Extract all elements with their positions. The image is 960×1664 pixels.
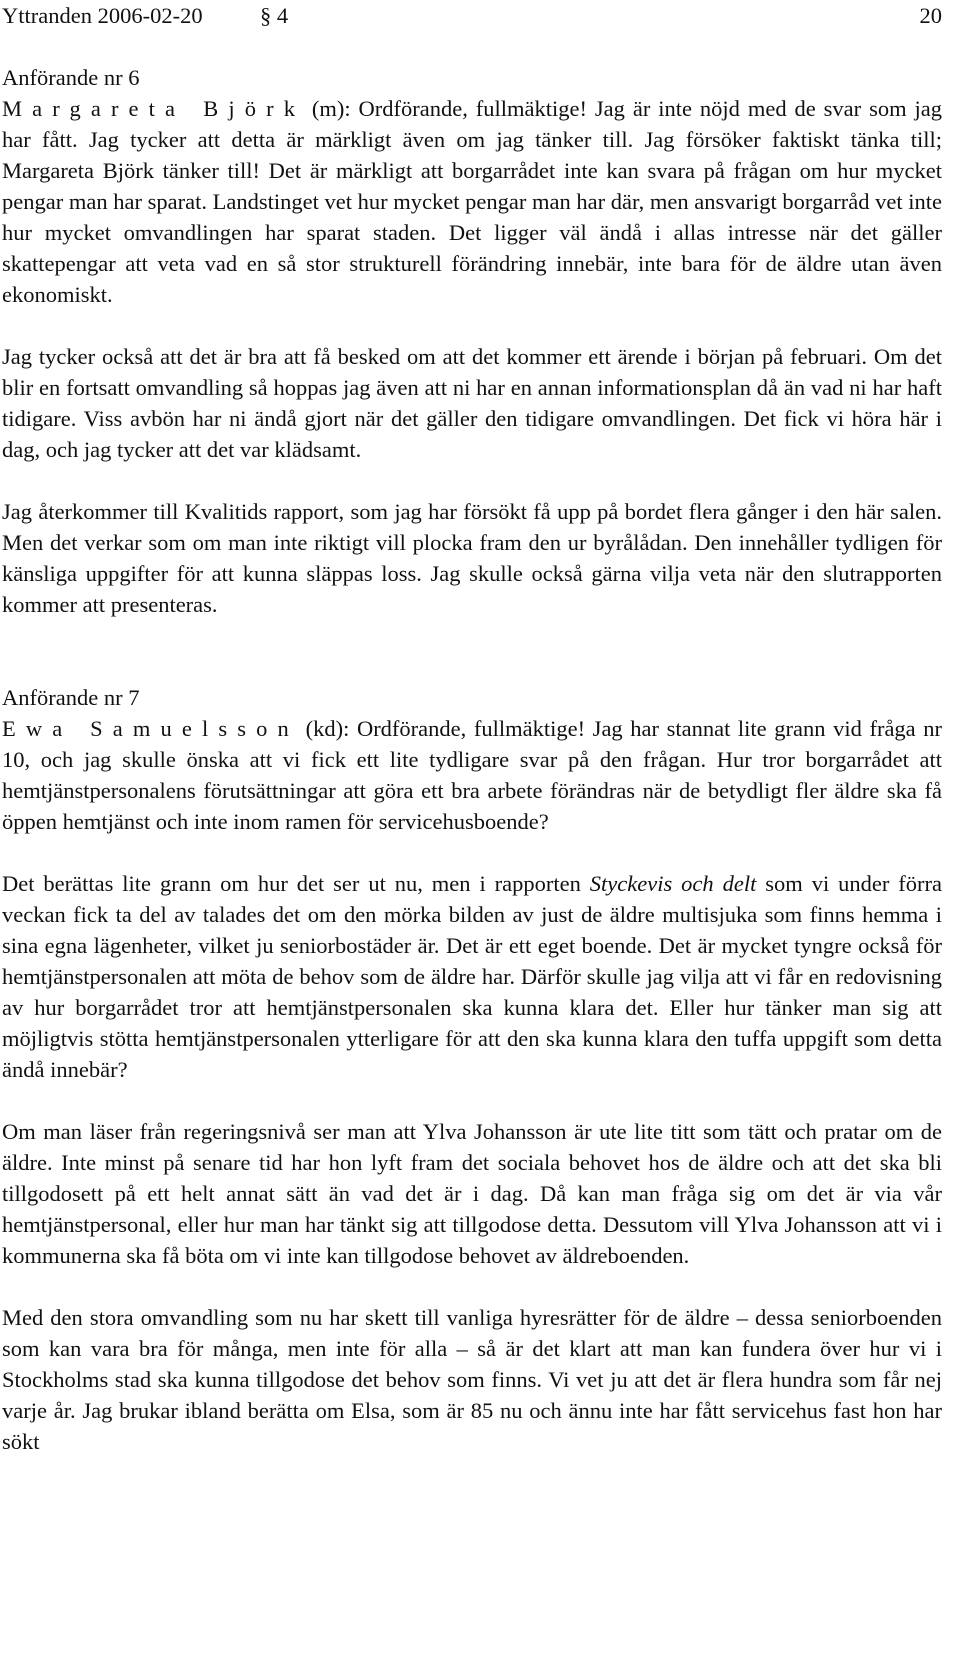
speech-text: som vi under förra veckan fick ta del av talades det om den mörka bilden av just de äldre multisjuka som finns hemma i sina egna lägenheter, vilket ju seniorbostäder är. Det är ett eget boende. Det är mycket tyngre också för hemtjänstpersonalen att möta de behov som de äldre har. Därför skulle jag vilja att vi får en redovisning av hur borgarrådet tror att hemtjänstpersonalen ska kunna klara det. Eller hur tänker man sig att möjligtvis stötta hemtjänstpersonalen ytterligare för att den ska kunna klara den tuffa uppgift som detta ändå innebär? bbox=[2, 871, 942, 1082]
document-body bbox=[2, 62, 942, 1488]
speech-text: Ordförande, fullmäktige! Jag är inte nöjd med de svar som jag har fått. Jag tycker att detta är märkligt även om jag tänker till. Jag försöker faktiskt tänka till; Margareta Björk tänker till! Det är märkligt att borgarrådet inte kan svara på frågan om hur mycket pengar man har sparat. Landstinget vet hur mycket pengar man har där, men ansvarigt borgarråd vet inte hur mycket omvandlingen har sparat staden. Det ligger väl ändå i allas intresse när det gäller skattepengar att veta vad en så stor strukturell förändring innebär, inte bara för de äldre utan även ekonomiskt. bbox=[2, 96, 942, 307]
speaker-name: Margareta Björk bbox=[2, 96, 306, 121]
speech-6 bbox=[2, 62, 942, 620]
speech-paragraph bbox=[2, 868, 942, 1085]
section-spacer bbox=[2, 651, 942, 682]
speech-title: Anförande nr 7 bbox=[2, 685, 140, 710]
speech-paragraph: Jag tycker också att det är bra att få besked om att det kommer ett ärende i början på februari. Om det blir en fortsatt omvandling så hoppas jag även att ni har en annan informationsplan då än vad ni har haft tidigare. Viss avbön har ni ändå gjort när det gäller den tidigare omvandlingen. Det fick vi höra här i dag, och jag tycker att det var klädsamt. bbox=[2, 344, 942, 462]
page-header bbox=[2, 0, 942, 31]
speech-paragraph: Med den stora omvandling som nu har skett till vanliga hyresrätter för de äldre – dessa seniorboenden som kan vara bra för många, men inte för alla – så är det klart att man kan fundera över hur vi i Stockholms stad ska kunna tillgodose det behov som finns. Vi vet ju att det är flera hundra som får nej varje år. Jag brukar ibland berätta om Elsa, som är 85 nu och ännu inte har fått servicehus fast hon har sökt bbox=[2, 1305, 942, 1454]
header-section: § 4 bbox=[260, 3, 289, 28]
speaker-party: (kd): bbox=[305, 716, 350, 741]
speech-paragraph bbox=[2, 93, 942, 310]
report-title: Styckevis och delt bbox=[589, 871, 757, 896]
speech-title: Anförande nr 6 bbox=[2, 65, 140, 90]
header-date: Yttranden 2006-02-20 bbox=[2, 3, 203, 28]
page-number: 20 bbox=[919, 3, 942, 28]
speech-7 bbox=[2, 682, 942, 1457]
speaker-party: (m): bbox=[311, 96, 351, 121]
speech-text: Ordförande, fullmäktige! Jag har stannat lite grann vid fråga nr 10, och jag skulle önska att vi fick ett lite tydligare svar på den frågan. Hur tror borgarrådet att hemtjänstpersonalens förutsättningar att göra ett bra arbete förändras när de betydligt fler äldre ska få öppen hemtjänst och inte inom ramen för servicehusboende? bbox=[2, 716, 943, 834]
speech-paragraph bbox=[2, 713, 942, 837]
speech-text: Det berättas lite grann om hur det ser ut nu, men i rapporten bbox=[2, 871, 590, 896]
speech-paragraph: Jag återkommer till Kvalitids rapport, som jag har försökt få upp på bordet flera gånger i den här salen. Men det verkar som om man inte riktigt vill plocka fram den ur byrålådan. Den innehåller tydligen för känsliga uppgifter för att kunna släppas loss. Jag skulle också gärna vilja veta när den slutrapporten kommer att presenteras. bbox=[2, 499, 942, 617]
speaker-name: Ewa Samuelsson bbox=[2, 716, 299, 741]
speech-paragraph: Om man läser från regeringsnivå ser man att Ylva Johansson är ute lite titt som tätt och pratar om de äldre. Inte minst på senare tid har hon lyft fram det sociala behovet hos de äldre och att det ska bli tillgodosett på ett helt annat sätt än vad det är i dag. Då kan man fråga sig om det är via vår hemtjänstpersonal, eller hur man har tänkt sig att tillgodose detta. Dessutom vill Ylva Johansson att vi i kommunerna ska få böta om vi inte kan tillgodose behovet av äldreboenden. bbox=[2, 1119, 942, 1268]
